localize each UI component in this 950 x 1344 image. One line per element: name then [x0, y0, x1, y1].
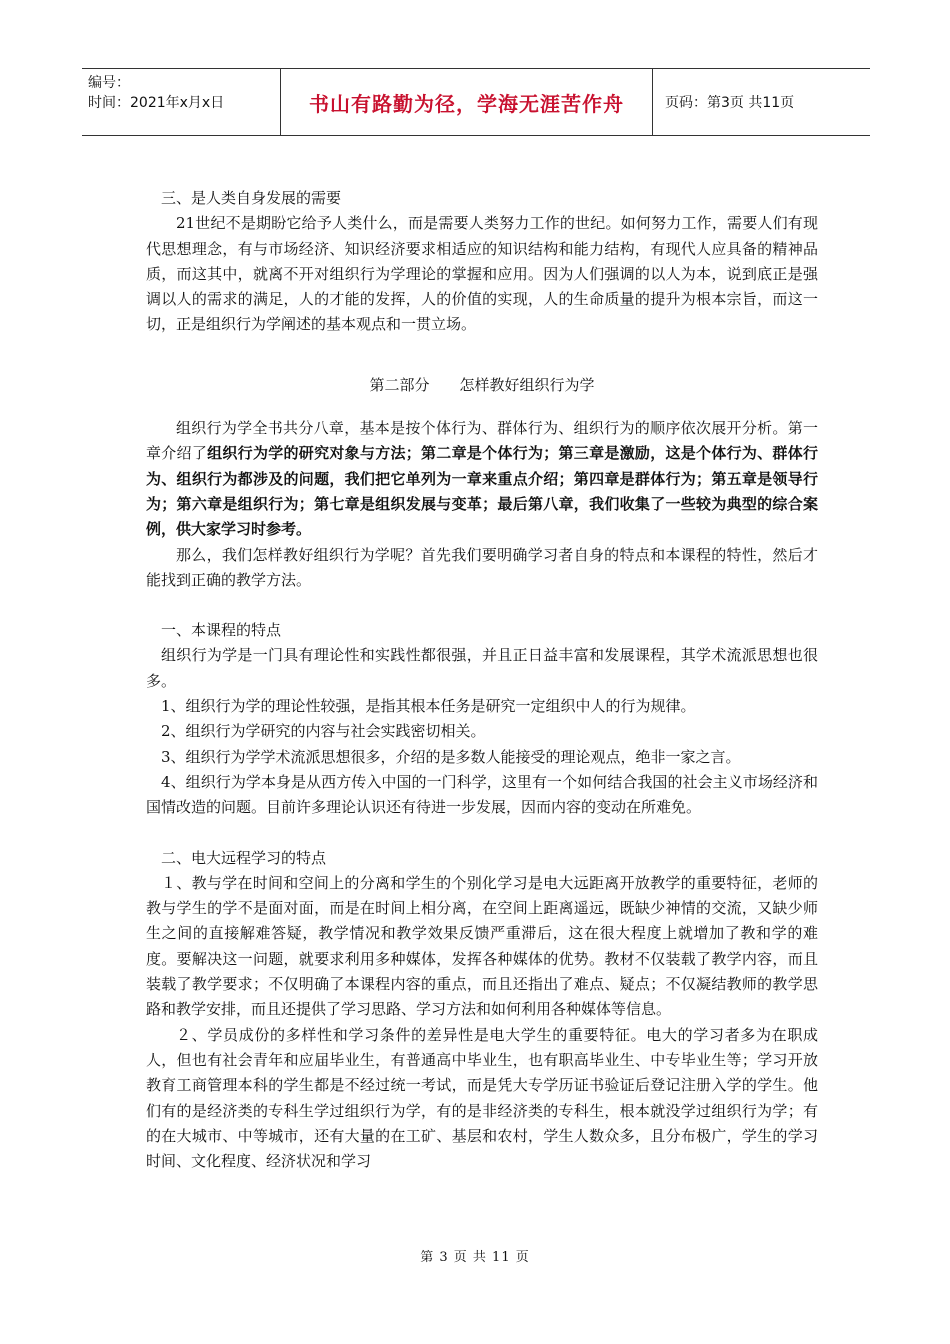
paragraph-course-intro: 组织行为学是一门具有理论性和实践性都很强，并且正日益丰富和发展课程，其学术流派思想也很多。: [146, 646, 818, 690]
list-item: 4、组织行为学本身是从西方传入中国的一门科学，这里有一个如何结合我国的社会主义市场经济和国情改造的问题。目前许多理论认识还有待进一步发展，因而内容的变动在所难免。: [146, 772, 818, 817]
number-label: 编号：: [88, 75, 130, 91]
time-label: 时间：2021年x月x日: [88, 95, 225, 111]
book-structure-intro: 组织行为学全书共分八章，基本是按个体行为、群体行为、组织行为的顺序依次展开分析。第一章介绍了: [146, 419, 818, 463]
paragraph-how-to-teach: 那么，我们怎样教好组织行为学呢？首先我们要明确学习者自身的特点和本课程的特性，然后才能找到正确的教学方法。: [146, 545, 818, 589]
paragraph-separation: １、教与学在时间和空间上的分离和学生的个别化学习是电大远距离开放教学的重要特征，老师的教与学生的学不是面对面，而是在时间上相分离，在空间上距离遥远，既缺少神情的交流，又缺少师生之间的直接解难答疑，教学情况和教学效果反馈严重滞后，这在很大程度上就增加了教和学的难度。要解决这一问题，就要求利用多种媒体，发挥各种媒体的优势。教材不仅装载了教学内容，而且装载了教学要求；不仅明确了本课程内容的重点，而且还指出了难点、疑点；不仅凝结教师的教学思路和教学安排，而且还提供了学习思路、学习方法和如何利用各种媒体等信息。: [146, 873, 818, 1019]
list-item: 3、组织行为学学术流派思想很多，介绍的是多数人能接受的理论观点，绝非一家之言。: [161, 747, 741, 766]
header-table: [82, 68, 870, 136]
section-title: 第二部分 怎样教好组织行为学: [369, 375, 595, 394]
document-body: [146, 186, 818, 1174]
header-left-cell: [82, 69, 281, 135]
motto: 书山有路勤为径，学海无涯苦作舟: [309, 91, 624, 116]
header-motto-cell: [281, 69, 653, 135]
header-page-cell: [653, 69, 870, 135]
paragraph-21st-century: 21世纪不是期盼它给予人类什么，而是需要人类努力工作的世纪。如何努力工作，需要人们有现代思想理念，有与市场经济、知识经济要求相适应的知识结构和能力结构，有现代人应具备的精神品质，而这其中，就离不开对组织行为学理论的掌握和应用。因为人们强调的以人为本，说到底正是强调以人的需求的满足，人的才能的发挥，人的价值的实现，人的生命质量的提升为根本宗旨，而这一切，正是组织行为学阐述的基本观点和一贯立场。: [146, 214, 818, 334]
page-footer: 第 3 页 共 11 页: [420, 1250, 530, 1265]
page-info: 页码：第3页 共11页: [665, 95, 795, 111]
paragraph-diversity: ２、学员成份的多样性和学习条件的差异性是电大学生的重要特征。电大的学习者多为在职成人，但也有社会青年和应届毕业生，有普通高中毕业生，也有职高毕业生、中专毕业生等；学习开放教育工商管理本科的学生都是不经过统一考试，而是凭大专学历证书验证后登记注册入学的学生。他们有的是经济类的专科生学过组织行为学，有的是非经济类的专科生，根本就没学过组织行为学；有的在大城市、中等城市，还有大量的在工矿、基层和农村，学生人数众多，且分布极广，学生的学习时间、文化程度、经济状况和学习: [146, 1025, 818, 1171]
heading-course-features: 一、本课程的特点: [161, 621, 282, 640]
book-structure-chapters: 组织行为学的研究对象与方法；第二章是个体行为；第三章是激励，这是个体行为、群体行为、组织行为都涉及的问题，我们把它单列为一章来重点介绍；第四章是群体行为；第五章是领导行为；第六章是组织行为；第七章是组织发展与变革；最后第八章，我们收集了一些较为典型的综合案例，供大家学习时参考。: [146, 444, 818, 539]
list-item: 2、组织行为学研究的内容与社会实践密切相关。: [161, 722, 486, 741]
paragraph-book-structure: [146, 416, 818, 542]
heading-distance-learning: 二、电大远程学习的特点: [161, 848, 327, 867]
heading-human-development: 三、是人类自身发展的需要: [161, 189, 342, 207]
list-item: 1、组织行为学的理论性较强，是指其根本任务是研究一定组织中人的行为规律。: [161, 697, 696, 716]
